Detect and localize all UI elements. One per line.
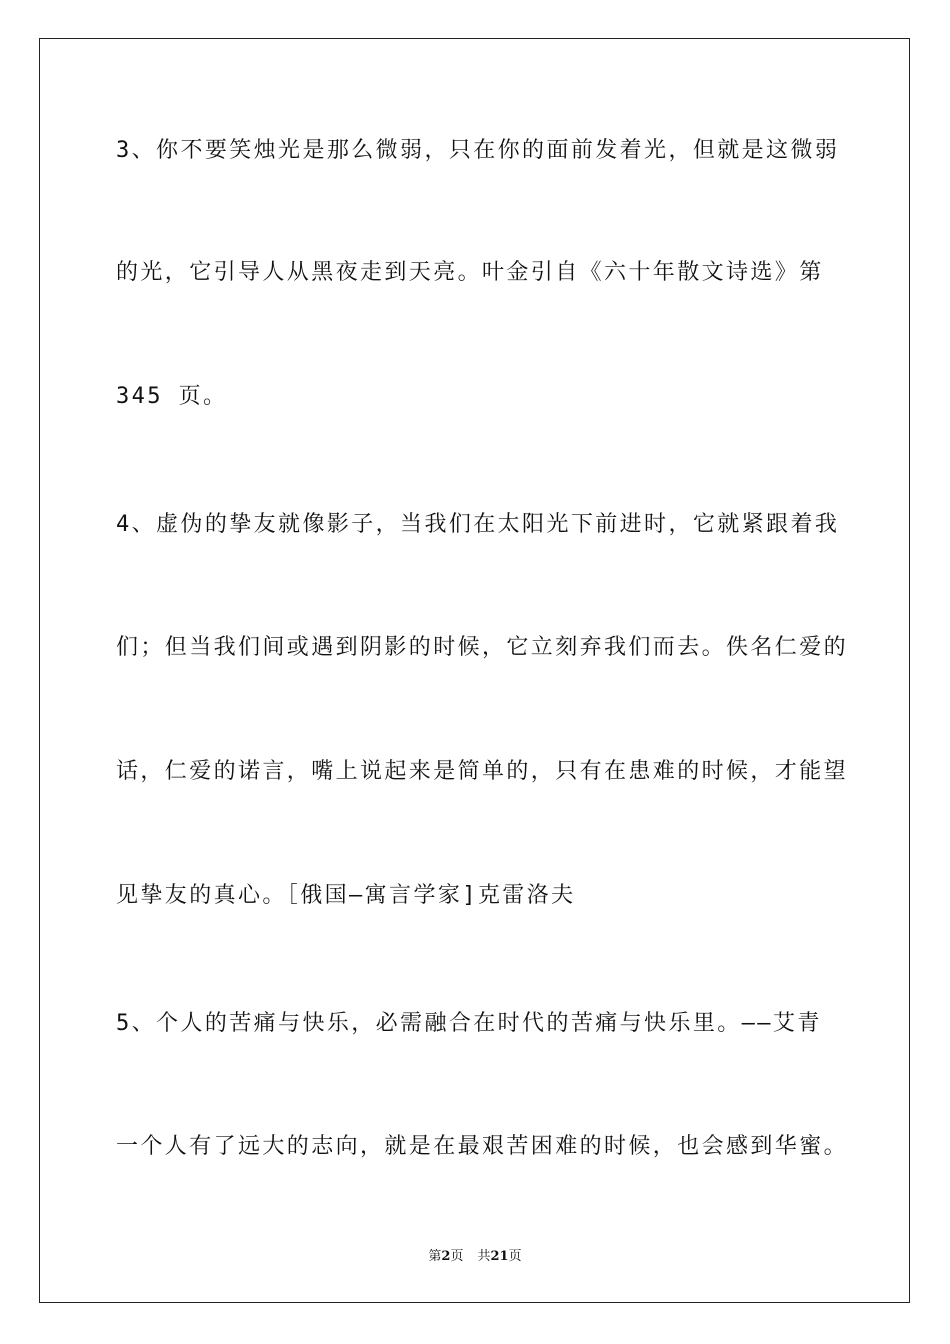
text-line: 的光，它引导人从黑夜走到天亮。叶金引自《六十年散文诗选》第: [116, 260, 824, 285]
total-suffix: 页: [508, 1249, 522, 1264]
total-prefix: 共: [477, 1249, 491, 1264]
page-prefix: 第: [428, 1249, 442, 1264]
text-line: 5、个人的苦痛与快乐，必需融合在时代的苦痛与快乐里。——艾青: [116, 1011, 822, 1036]
text-line: 们；但当我们间或遇到阴影的时候，它立刻弃我们而去。佚名仁爱的: [116, 635, 849, 660]
text-line: 话，仁爱的诺言，嘴上说起来是简单的，只有在患难的时候，才能望: [116, 759, 849, 784]
text-line: 4、虚伪的挚友就像影子，当我们在太阳光下前进时，它就紧跟着我: [116, 512, 840, 537]
text-line: 345 页。: [116, 384, 228, 409]
page-number: 2: [441, 1249, 451, 1264]
text-line: 见挚友的真心。［俄国—寓言学家]克雷洛夫: [116, 883, 576, 908]
total-pages: 21: [490, 1249, 509, 1264]
text-line: 3、你不要笑烛光是那么微弱，只在你的面前发着光，但就是这微弱: [116, 138, 840, 163]
page-border: [39, 38, 910, 1303]
text-line: 一个人有了远大的志向，就是在最艰苦困难的时候，也会感到华蜜。: [116, 1134, 849, 1159]
page-suffix: 页: [450, 1249, 464, 1264]
page-footer: [0, 1245, 950, 1264]
